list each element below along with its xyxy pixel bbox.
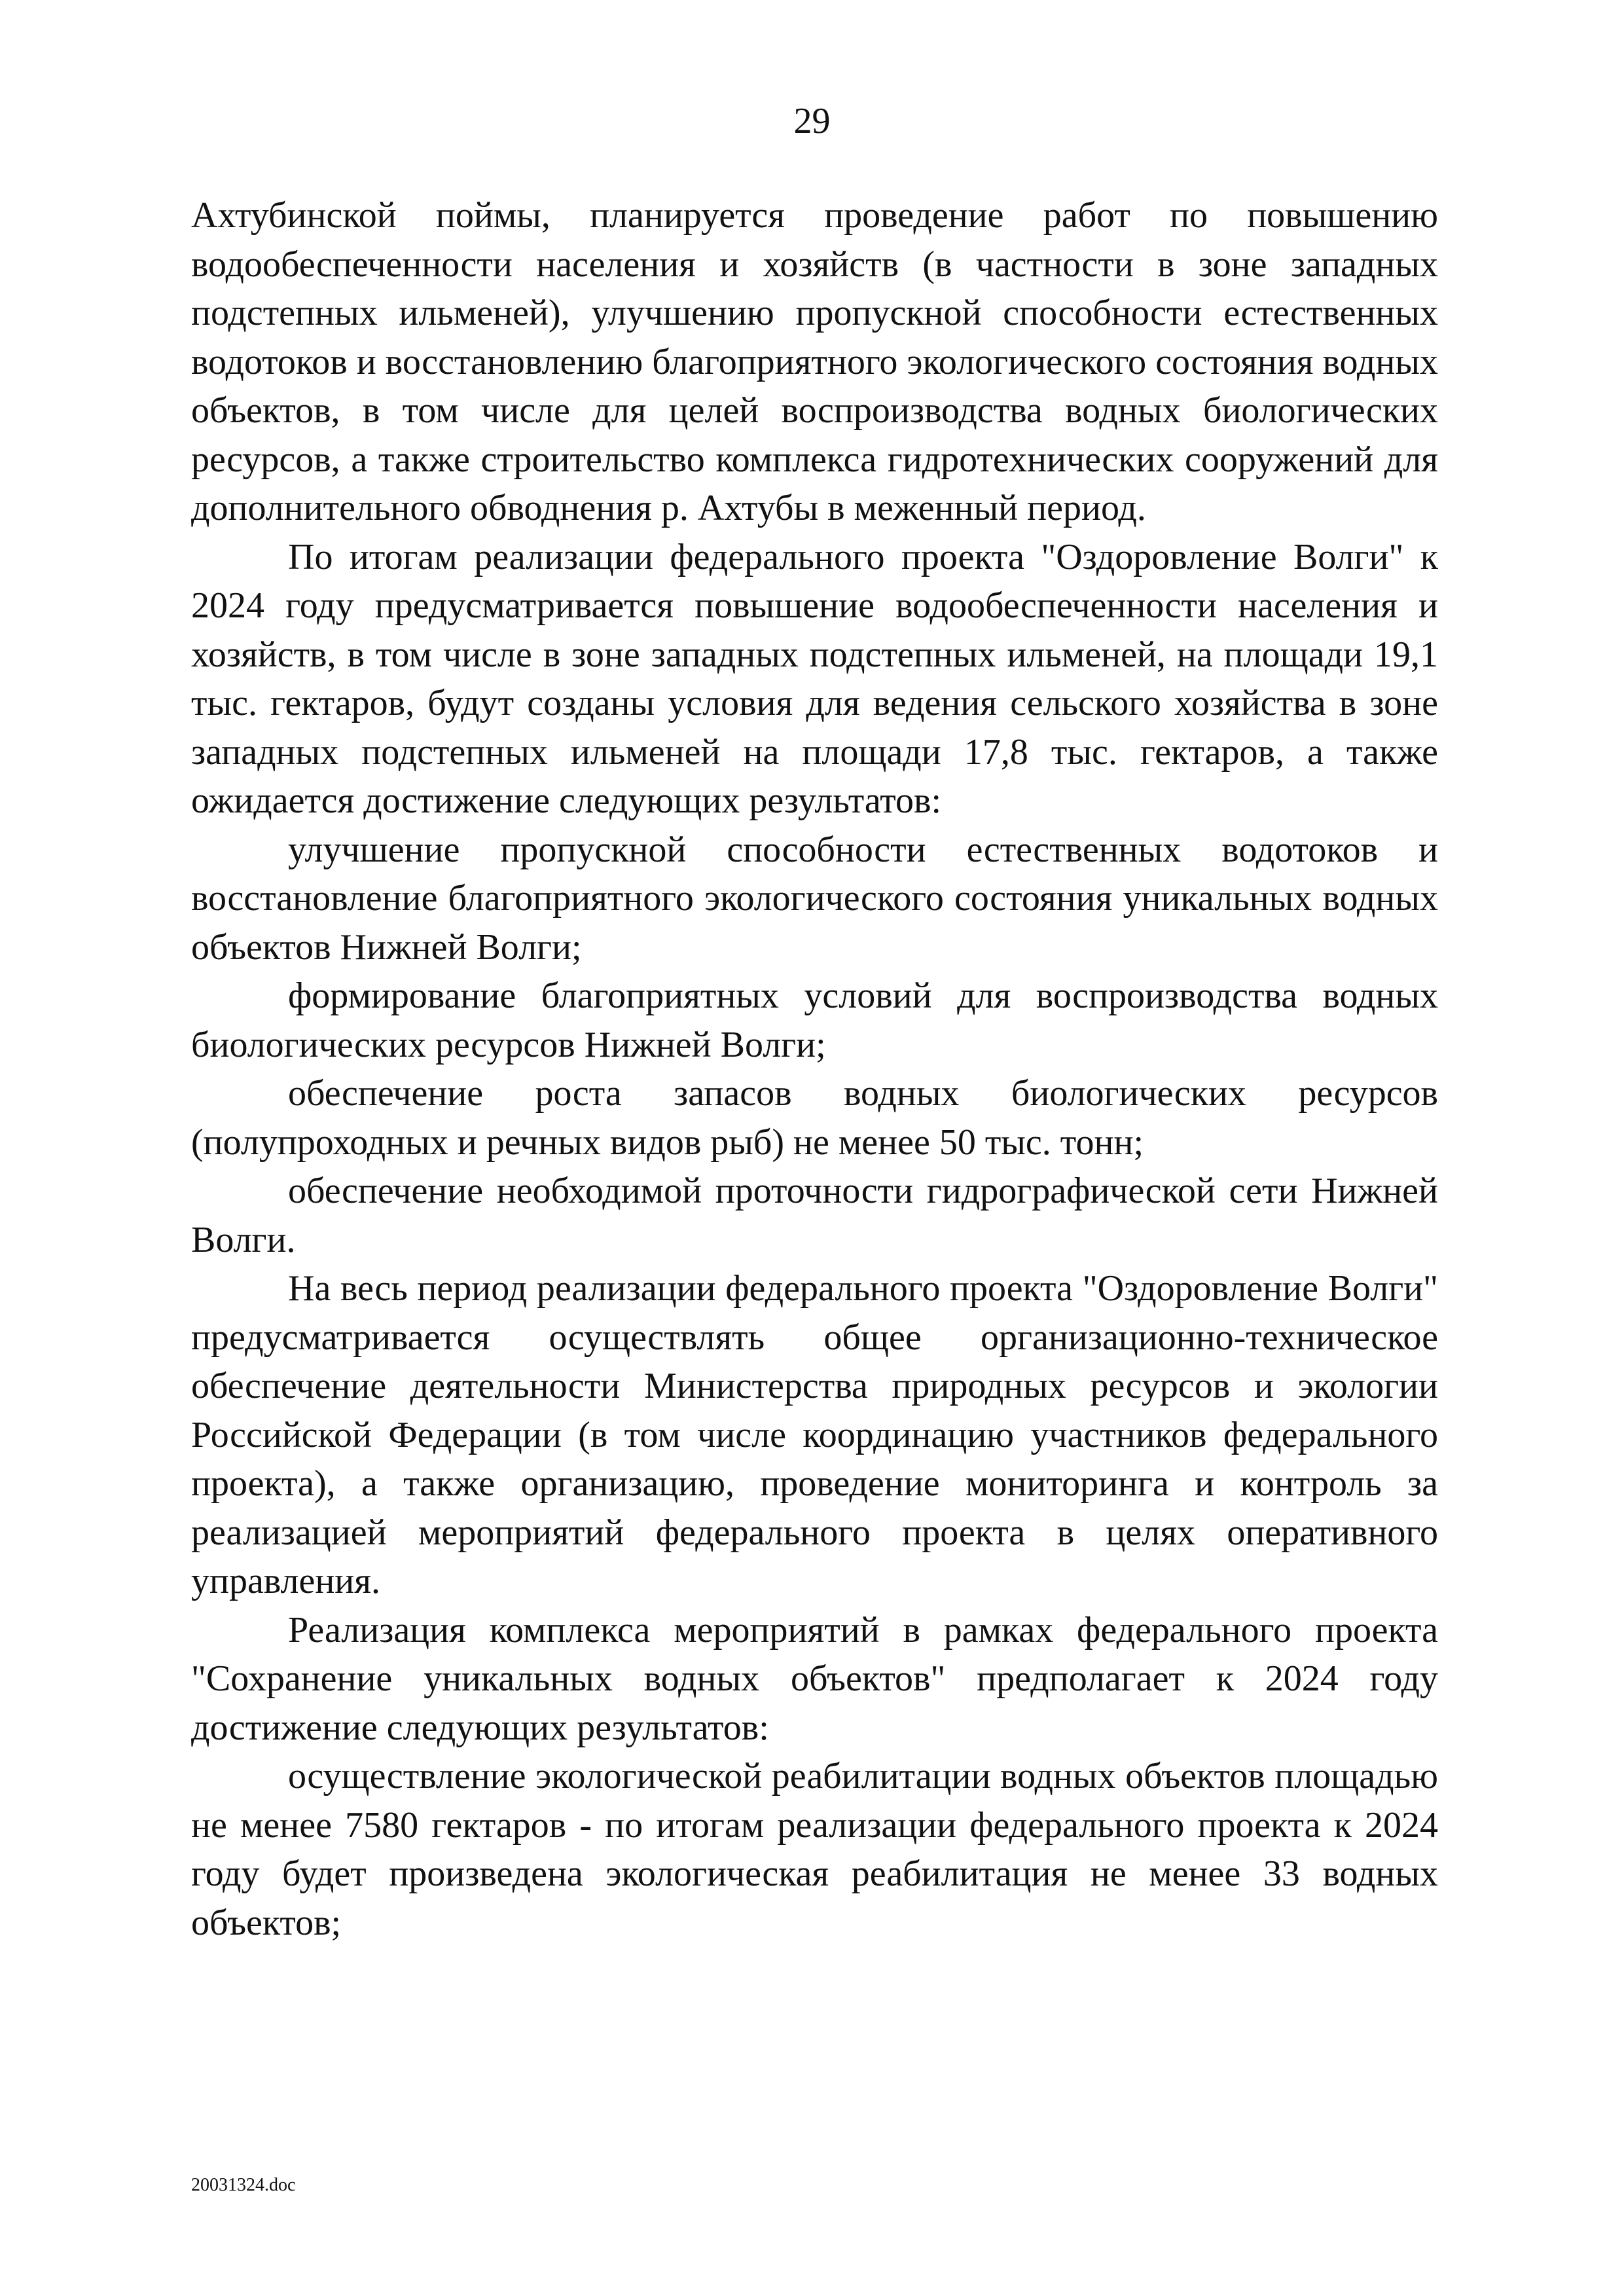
list-item: обеспечение роста запасов водных биологических ресурсов (полупроходных и речных видов рыб) не менее 50 тыс. тонн;	[191, 1073, 1438, 1163]
list-item: обеспечение необходимой проточности гидрографической сети Нижней Волги.	[191, 1171, 1438, 1260]
list-item: улучшение пропускной способности естественных водотоков и восстановление благоприятного экологического состояния уникальных водных объектов Нижней Волги;	[191, 829, 1438, 968]
list-item: осуществление экологической реабилитации водных объектов площадью не менее 7580 гектаров - по итогам реализации федерального проекта к 2024 году будет произведена экологическая реабилитация не менее 33 водных объектов;	[191, 1756, 1438, 1943]
paragraph: Реализация комплекса мероприятий в рамках федерального проекта "Сохранение уникальных водных объектов" предполагает к 2024 году достижение следующих результатов:	[191, 1609, 1438, 1748]
file-name-footer: 20031324.doc	[191, 2175, 296, 2195]
paragraph: На весь период реализации федерального проекта "Оздоровление Волги" предусматривается осуществлять общее организационно-техническое обеспечение деятельности Министерства природных ресурсов и экологии Российской Федерации (в том числе координацию участников федерального проекта), а также организацию, проведение мониторинга и контроль за реализацией мероприятий федерального проекта в целях оперативного управления.	[191, 1268, 1438, 1601]
paragraph-continuation: Ахтубинской поймы, планируется проведение работ по повышению водообеспеченности населения и хозяйств (в частности в зоне западных подстепных ильменей), улучшению пропускной способности естественных водотоков и восстановлению благоприятного экологического состояния водных объектов, в том числе для целей воспроизводства водных биологических ресурсов, а также строительство комплекса гидротехнических сооружений для дополнительного обводнения р. Ахтубы в меженный период.	[191, 195, 1438, 528]
document-body	[191, 191, 1438, 1947]
list-item: формирование благоприятных условий для воспроизводства водных биологических ресурсов Нижней Волги;	[191, 975, 1438, 1065]
paragraph: По итогам реализации федерального проекта "Оздоровление Волги" к 2024 году предусматривается повышение водообеспеченности населения и хозяйств, в том числе в зоне западных подстепных ильменей, на площади 19,1 тыс. гектаров, будут созданы условия для ведения сельского хозяйства в зоне западных подстепных ильменей на площади 17,8 тыс. гектаров, а также ожидается достижение следующих результатов:	[191, 536, 1438, 821]
page-number: 29	[793, 101, 831, 141]
